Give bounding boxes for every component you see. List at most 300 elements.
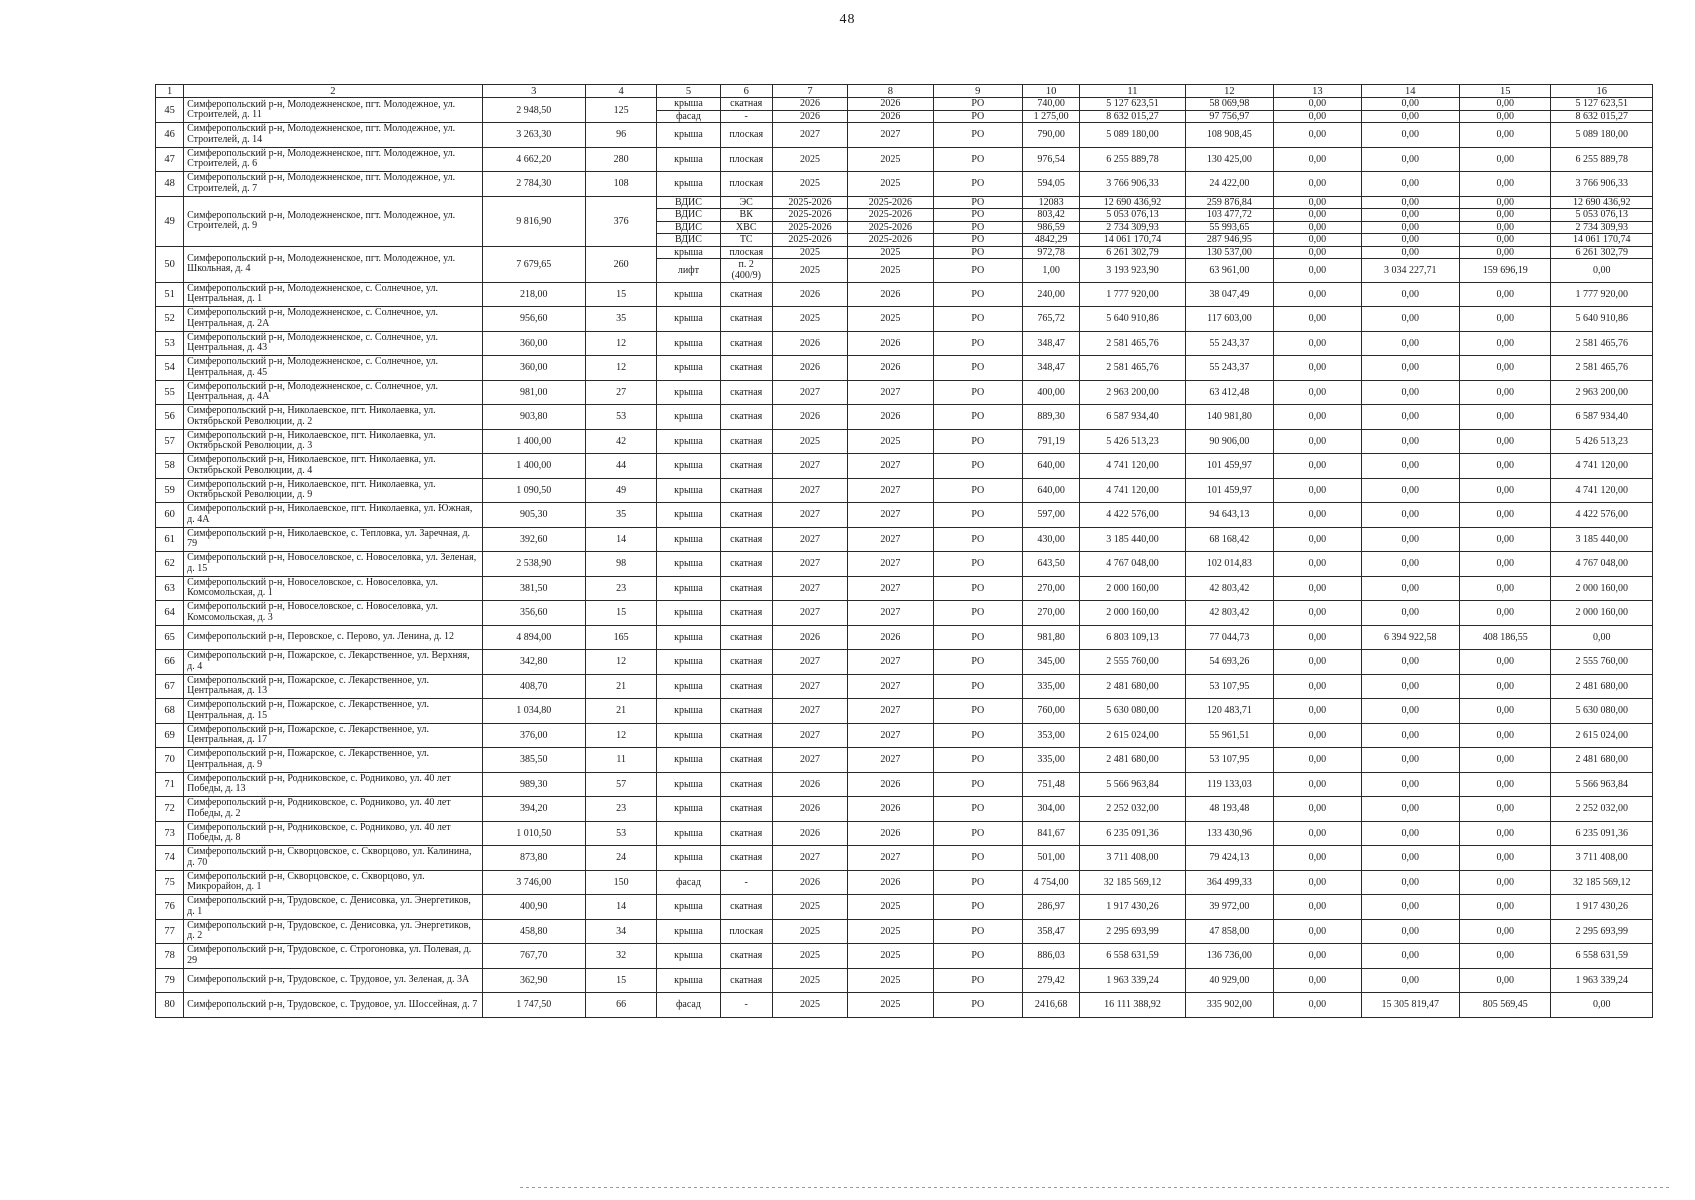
work-cell: плоская: [720, 172, 772, 197]
work-cell: 2027: [772, 527, 847, 552]
table-row: [156, 748, 1653, 773]
table-row: [156, 993, 1653, 1018]
work-cell: крыша: [657, 147, 720, 172]
work-cell: 2025: [848, 968, 933, 993]
residents-cell: 12: [585, 650, 656, 675]
area-cell: 2 538,90: [482, 552, 585, 577]
work-cell: 2 734 309,93: [1551, 221, 1653, 234]
work-cell: 42 803,42: [1185, 576, 1273, 601]
residents-cell: 23: [585, 797, 656, 822]
row-number-cell: 77: [156, 919, 184, 944]
work-cell: 640,00: [1022, 454, 1079, 479]
work-cell: скатная: [720, 478, 772, 503]
work-cell: 2026: [772, 625, 847, 650]
work-cell: 0,00: [1459, 380, 1550, 405]
work-cell: РО: [933, 405, 1022, 430]
work-cell: РО: [933, 110, 1022, 123]
area-cell: 989,30: [482, 772, 585, 797]
residents-cell: 11: [585, 748, 656, 773]
work-cell: 0,00: [1459, 576, 1550, 601]
work-cell: 335 902,00: [1185, 993, 1273, 1018]
work-cell: скатная: [720, 454, 772, 479]
work-cell: 0,00: [1274, 209, 1361, 222]
row-number-cell: 50: [156, 246, 184, 282]
work-cell: 2027: [848, 503, 933, 528]
work-cell: 2027: [772, 601, 847, 626]
work-cell: 0,00: [1361, 699, 1459, 724]
work-cell: ТС: [720, 234, 772, 247]
work-cell: 4 422 576,00: [1551, 503, 1653, 528]
work-cell: 2025: [848, 993, 933, 1018]
row-number-cell: 49: [156, 196, 184, 246]
work-cell: РО: [933, 993, 1022, 1018]
work-cell: 0,00: [1274, 846, 1361, 871]
residents-cell: 34: [585, 919, 656, 944]
residents-cell: 12: [585, 356, 656, 381]
table-row: [156, 944, 1653, 969]
work-cell: 2 295 693,99: [1551, 919, 1653, 944]
work-cell: 5 566 963,84: [1080, 772, 1185, 797]
work-cell: РО: [933, 846, 1022, 871]
work-cell: 0,00: [1274, 625, 1361, 650]
work-cell: 2 581 465,76: [1551, 356, 1653, 381]
work-cell: РО: [933, 98, 1022, 111]
work-cell: 594,05: [1022, 172, 1079, 197]
work-cell: 2025: [772, 968, 847, 993]
address-cell: Симферопольский р-н, Трудовское, с. Денисовка, ул. Энергетиков, д. 1: [184, 895, 482, 920]
work-cell: 0,00: [1361, 123, 1459, 148]
work-cell: 6 235 091,36: [1551, 821, 1653, 846]
work-cell: крыша: [657, 307, 720, 332]
work-cell: РО: [933, 209, 1022, 222]
address-cell: Симферопольский р-н, Скворцовское, с. Скворцово, ул. Калинина, д. 70: [184, 846, 482, 871]
work-cell: 0,00: [1361, 919, 1459, 944]
column-number-cell: 2: [184, 85, 482, 98]
work-cell: крыша: [657, 723, 720, 748]
work-cell: 0,00: [1361, 331, 1459, 356]
area-cell: 4 662,20: [482, 147, 585, 172]
work-cell: скатная: [720, 748, 772, 773]
row-number-cell: 47: [156, 147, 184, 172]
area-cell: 1 747,50: [482, 993, 585, 1018]
work-cell: 0,00: [1361, 650, 1459, 675]
work-cell: 2025: [772, 429, 847, 454]
work-cell: РО: [933, 331, 1022, 356]
work-cell: 5 127 623,51: [1080, 98, 1185, 111]
work-cell: 2 581 465,76: [1080, 331, 1185, 356]
work-cell: 2 581 465,76: [1551, 331, 1653, 356]
work-cell: плоская: [720, 147, 772, 172]
work-cell: 53 107,95: [1185, 674, 1273, 699]
address-cell: Симферопольский р-н, Скворцовское, с. Скворцово, ул. Микрорайон, д. 1: [184, 870, 482, 895]
work-cell: РО: [933, 723, 1022, 748]
residents-cell: 12: [585, 331, 656, 356]
work-cell: скатная: [720, 650, 772, 675]
residents-cell: 15: [585, 968, 656, 993]
work-cell: 79 424,13: [1185, 846, 1273, 871]
address-cell: Симферопольский р-н, Молодежненское, пгт. Молодежное, ул. Школьная, д. 4: [184, 246, 482, 282]
work-cell: 2025: [772, 919, 847, 944]
work-cell: 0,00: [1459, 98, 1550, 111]
work-cell: ВК: [720, 209, 772, 222]
work-cell: 2025: [848, 258, 933, 282]
work-cell: РО: [933, 650, 1022, 675]
work-cell: 0,00: [1459, 944, 1550, 969]
work-cell: фасад: [657, 110, 720, 123]
row-number-cell: 74: [156, 846, 184, 871]
work-cell: скатная: [720, 601, 772, 626]
row-number-cell: 61: [156, 527, 184, 552]
row-number-cell: 69: [156, 723, 184, 748]
table-row: [156, 699, 1653, 724]
work-cell: 2025: [772, 944, 847, 969]
work-cell: РО: [933, 246, 1022, 258]
table-row: [156, 246, 1653, 258]
area-cell: 9 816,90: [482, 196, 585, 246]
work-cell: скатная: [720, 797, 772, 822]
work-cell: 0,00: [1274, 944, 1361, 969]
work-cell: ВДИС: [657, 234, 720, 247]
work-cell: 4 741 120,00: [1080, 454, 1185, 479]
address-cell: Симферопольский р-н, Родниковское, с. Родниково, ул. 40 лет Победы, д. 8: [184, 821, 482, 846]
work-cell: 32 185 569,12: [1080, 870, 1185, 895]
work-cell: 0,00: [1459, 870, 1550, 895]
table-row: [156, 552, 1653, 577]
address-cell: Симферопольский р-н, Молодежненское, пгт. Молодежное, ул. Строителей, д. 7: [184, 172, 482, 197]
work-cell: 2027: [848, 674, 933, 699]
work-cell: крыша: [657, 821, 720, 846]
work-cell: 0,00: [1459, 196, 1550, 209]
column-number-cell: 12: [1185, 85, 1273, 98]
residents-cell: 96: [585, 123, 656, 148]
work-cell: 12 690 436,92: [1080, 196, 1185, 209]
residents-cell: 165: [585, 625, 656, 650]
residents-cell: 23: [585, 576, 656, 601]
row-number-cell: 67: [156, 674, 184, 699]
area-cell: 392,60: [482, 527, 585, 552]
work-cell: 0,00: [1361, 527, 1459, 552]
work-cell: 0,00: [1274, 246, 1361, 258]
work-cell: 5 640 910,86: [1551, 307, 1653, 332]
work-cell: 0,00: [1274, 429, 1361, 454]
work-cell: 0,00: [1361, 478, 1459, 503]
work-cell: 0,00: [1551, 258, 1653, 282]
work-cell: 0,00: [1459, 674, 1550, 699]
work-cell: 2026: [772, 331, 847, 356]
table-row: [156, 196, 1653, 209]
work-cell: 2027: [848, 723, 933, 748]
work-cell: 2 555 760,00: [1080, 650, 1185, 675]
table-row: [156, 846, 1653, 871]
area-cell: 218,00: [482, 282, 585, 307]
address-cell: Симферопольский р-н, Пожарское, с. Лекарственное, ул. Центральная, д. 15: [184, 699, 482, 724]
work-cell: 2026: [848, 331, 933, 356]
work-cell: 0,00: [1361, 895, 1459, 920]
residents-cell: 24: [585, 846, 656, 871]
work-cell: 2 481 680,00: [1551, 748, 1653, 773]
work-cell: 0,00: [1361, 674, 1459, 699]
work-cell: 6 558 631,59: [1551, 944, 1653, 969]
work-cell: крыша: [657, 552, 720, 577]
work-cell: 0,00: [1459, 356, 1550, 381]
work-cell: 6 261 302,79: [1080, 246, 1185, 258]
address-cell: Симферопольский р-н, Николаевское, пгт. Николаевка, ул. Октябрьской Революции, д. 2: [184, 405, 482, 430]
address-cell: Симферопольский р-н, Николаевское, пгт. Николаевка, ул. Октябрьской Революции, д. 4: [184, 454, 482, 479]
area-cell: 360,00: [482, 331, 585, 356]
work-cell: 765,72: [1022, 307, 1079, 332]
work-cell: 0,00: [1361, 723, 1459, 748]
work-cell: 976,54: [1022, 147, 1079, 172]
row-number-cell: 71: [156, 772, 184, 797]
work-cell: скатная: [720, 98, 772, 111]
residents-cell: 15: [585, 282, 656, 307]
work-cell: 0,00: [1551, 625, 1653, 650]
work-cell: 2025: [772, 172, 847, 197]
table-row: [156, 919, 1653, 944]
work-cell: 0,00: [1361, 356, 1459, 381]
work-cell: крыша: [657, 968, 720, 993]
work-cell: 0,00: [1274, 527, 1361, 552]
work-cell: крыша: [657, 625, 720, 650]
work-cell: 63 412,48: [1185, 380, 1273, 405]
work-cell: 0,00: [1459, 478, 1550, 503]
work-cell: 353,00: [1022, 723, 1079, 748]
work-cell: 2027: [772, 846, 847, 871]
work-cell: РО: [933, 919, 1022, 944]
work-cell: 0,00: [1274, 552, 1361, 577]
work-cell: крыша: [657, 454, 720, 479]
work-cell: 2025: [848, 944, 933, 969]
table-row: [156, 454, 1653, 479]
work-cell: скатная: [720, 405, 772, 430]
residents-cell: 21: [585, 699, 656, 724]
work-cell: 240,00: [1022, 282, 1079, 307]
work-cell: 6 587 934,40: [1551, 405, 1653, 430]
work-cell: скатная: [720, 968, 772, 993]
work-cell: 0,00: [1361, 748, 1459, 773]
work-cell: ЭС: [720, 196, 772, 209]
residents-cell: 125: [585, 98, 656, 123]
row-number-cell: 46: [156, 123, 184, 148]
work-cell: 55 993,65: [1185, 221, 1273, 234]
work-cell: 53 107,95: [1185, 748, 1273, 773]
area-cell: 360,00: [482, 356, 585, 381]
work-cell: 130 537,00: [1185, 246, 1273, 258]
row-number-cell: 51: [156, 282, 184, 307]
work-cell: 0,00: [1274, 993, 1361, 1018]
work-cell: скатная: [720, 503, 772, 528]
work-cell: 2027: [848, 454, 933, 479]
work-cell: 0,00: [1274, 282, 1361, 307]
work-cell: 4 754,00: [1022, 870, 1079, 895]
work-cell: 6 394 922,58: [1361, 625, 1459, 650]
work-cell: 40 929,00: [1185, 968, 1273, 993]
work-cell: 0,00: [1361, 110, 1459, 123]
area-cell: 394,20: [482, 797, 585, 822]
work-cell: 2025: [848, 895, 933, 920]
work-cell: 0,00: [1459, 748, 1550, 773]
work-cell: 1 917 430,26: [1080, 895, 1185, 920]
area-cell: 7 679,65: [482, 246, 585, 282]
work-cell: 986,59: [1022, 221, 1079, 234]
residents-cell: 12: [585, 723, 656, 748]
address-cell: Симферопольский р-н, Молодежненское, пгт. Молодежное, ул. Строителей, д. 9: [184, 196, 482, 246]
work-cell: 0,00: [1459, 331, 1550, 356]
address-cell: Симферопольский р-н, Молодежненское, пгт. Молодежное, ул. Строителей, д. 6: [184, 147, 482, 172]
work-cell: 2026: [848, 98, 933, 111]
work-cell: плоская: [720, 919, 772, 944]
address-cell: Симферопольский р-н, Молодежненское, с. Солнечное, ул. Центральная, д. 1: [184, 282, 482, 307]
capital-repair-table: [155, 84, 1653, 1018]
work-cell: 120 483,71: [1185, 699, 1273, 724]
table-row: [156, 674, 1653, 699]
area-cell: 2 784,30: [482, 172, 585, 197]
work-cell: 0,00: [1459, 601, 1550, 626]
work-cell: 6 558 631,59: [1080, 944, 1185, 969]
work-cell: 5 426 513,23: [1080, 429, 1185, 454]
residents-cell: 150: [585, 870, 656, 895]
work-cell: РО: [933, 527, 1022, 552]
area-cell: 385,50: [482, 748, 585, 773]
residents-cell: 14: [585, 527, 656, 552]
residents-cell: 53: [585, 405, 656, 430]
table-row: [156, 797, 1653, 822]
work-cell: 0,00: [1459, 650, 1550, 675]
work-cell: 14 061 170,74: [1551, 234, 1653, 247]
work-cell: 400,00: [1022, 380, 1079, 405]
work-cell: 2 581 465,76: [1080, 356, 1185, 381]
work-cell: 0,00: [1274, 748, 1361, 773]
work-cell: 2026: [772, 98, 847, 111]
work-cell: 0,00: [1274, 258, 1361, 282]
work-cell: 5 630 080,00: [1551, 699, 1653, 724]
work-cell: 0,00: [1361, 405, 1459, 430]
row-number-cell: 57: [156, 429, 184, 454]
row-number-cell: 48: [156, 172, 184, 197]
table-row: [156, 98, 1653, 111]
address-cell: Симферопольский р-н, Молодежненское, с. Солнечное, ул. Центральная, д. 4А: [184, 380, 482, 405]
table-row: [156, 282, 1653, 307]
work-cell: 39 972,00: [1185, 895, 1273, 920]
work-cell: 0,00: [1361, 380, 1459, 405]
work-cell: крыша: [657, 172, 720, 197]
residents-cell: 53: [585, 821, 656, 846]
address-cell: Симферопольский р-н, Молодежненское, с. Солнечное, ул. Центральная, д. 45: [184, 356, 482, 381]
work-cell: 2027: [772, 650, 847, 675]
work-cell: 287 946,95: [1185, 234, 1273, 247]
work-cell: крыша: [657, 527, 720, 552]
work-cell: РО: [933, 968, 1022, 993]
work-cell: 0,00: [1274, 405, 1361, 430]
work-cell: 0,00: [1361, 821, 1459, 846]
work-cell: РО: [933, 552, 1022, 577]
address-cell: Симферопольский р-н, Пожарское, с. Лекарственное, ул. Центральная, д. 17: [184, 723, 482, 748]
work-cell: 2025-2026: [772, 209, 847, 222]
row-number-cell: 59: [156, 478, 184, 503]
work-cell: 2 963 200,00: [1551, 380, 1653, 405]
work-cell: скатная: [720, 552, 772, 577]
work-cell: 0,00: [1274, 650, 1361, 675]
area-cell: 2 948,50: [482, 98, 585, 123]
work-cell: 841,67: [1022, 821, 1079, 846]
work-cell: 2027: [772, 674, 847, 699]
work-cell: 133 430,96: [1185, 821, 1273, 846]
work-cell: 2026: [772, 356, 847, 381]
work-cell: 0,00: [1274, 147, 1361, 172]
work-cell: 0,00: [1361, 846, 1459, 871]
work-cell: РО: [933, 234, 1022, 247]
work-cell: 0,00: [1459, 172, 1550, 197]
work-cell: крыша: [657, 123, 720, 148]
area-cell: 362,90: [482, 968, 585, 993]
work-cell: 0,00: [1274, 123, 1361, 148]
work-cell: 270,00: [1022, 576, 1079, 601]
area-cell: 903,80: [482, 405, 585, 430]
work-cell: 5 630 080,00: [1080, 699, 1185, 724]
work-cell: 430,00: [1022, 527, 1079, 552]
work-cell: 77 044,73: [1185, 625, 1273, 650]
work-cell: 0,00: [1459, 405, 1550, 430]
work-cell: 2027: [772, 699, 847, 724]
work-cell: плоская: [720, 246, 772, 258]
work-cell: 5 566 963,84: [1551, 772, 1653, 797]
work-cell: 348,47: [1022, 356, 1079, 381]
row-number-cell: 55: [156, 380, 184, 405]
work-cell: 2026: [848, 870, 933, 895]
row-number-cell: 72: [156, 797, 184, 822]
column-number-cell: 11: [1080, 85, 1185, 98]
work-cell: РО: [933, 147, 1022, 172]
table-row: [156, 601, 1653, 626]
work-cell: 5 053 076,13: [1080, 209, 1185, 222]
work-cell: РО: [933, 258, 1022, 282]
work-cell: 68 168,42: [1185, 527, 1273, 552]
work-cell: 12 690 436,92: [1551, 196, 1653, 209]
work-cell: 55 243,37: [1185, 356, 1273, 381]
work-cell: 16 111 388,92: [1080, 993, 1185, 1018]
column-number-cell: 16: [1551, 85, 1653, 98]
table-row: [156, 870, 1653, 895]
work-cell: 0,00: [1459, 821, 1550, 846]
work-cell: 358,47: [1022, 919, 1079, 944]
work-cell: РО: [933, 221, 1022, 234]
work-cell: 1 777 920,00: [1551, 282, 1653, 307]
work-cell: 2 000 160,00: [1080, 576, 1185, 601]
work-cell: 2 734 309,93: [1080, 221, 1185, 234]
area-cell: 342,80: [482, 650, 585, 675]
address-cell: Симферопольский р-н, Николаевское, пгт. Николаевка, ул. Октябрьской Революции, д. 3: [184, 429, 482, 454]
area-cell: 981,00: [482, 380, 585, 405]
row-number-cell: 54: [156, 356, 184, 381]
work-cell: -: [720, 110, 772, 123]
work-cell: 0,00: [1361, 221, 1459, 234]
work-cell: 6 235 091,36: [1080, 821, 1185, 846]
area-cell: 3 263,30: [482, 123, 585, 148]
work-cell: 63 961,00: [1185, 258, 1273, 282]
work-cell: 0,00: [1459, 221, 1550, 234]
work-cell: 2025: [772, 258, 847, 282]
address-cell: Симферопольский р-н, Николаевское, пгт. Николаевка, ул. Октябрьской Революции, д. 9: [184, 478, 482, 503]
work-cell: 1,00: [1022, 258, 1079, 282]
work-cell: 2025: [848, 429, 933, 454]
work-cell: крыша: [657, 674, 720, 699]
work-cell: 130 425,00: [1185, 147, 1273, 172]
work-cell: 2027: [848, 601, 933, 626]
work-cell: РО: [933, 429, 1022, 454]
work-cell: 2 295 693,99: [1080, 919, 1185, 944]
work-cell: 889,30: [1022, 405, 1079, 430]
row-number-cell: 53: [156, 331, 184, 356]
